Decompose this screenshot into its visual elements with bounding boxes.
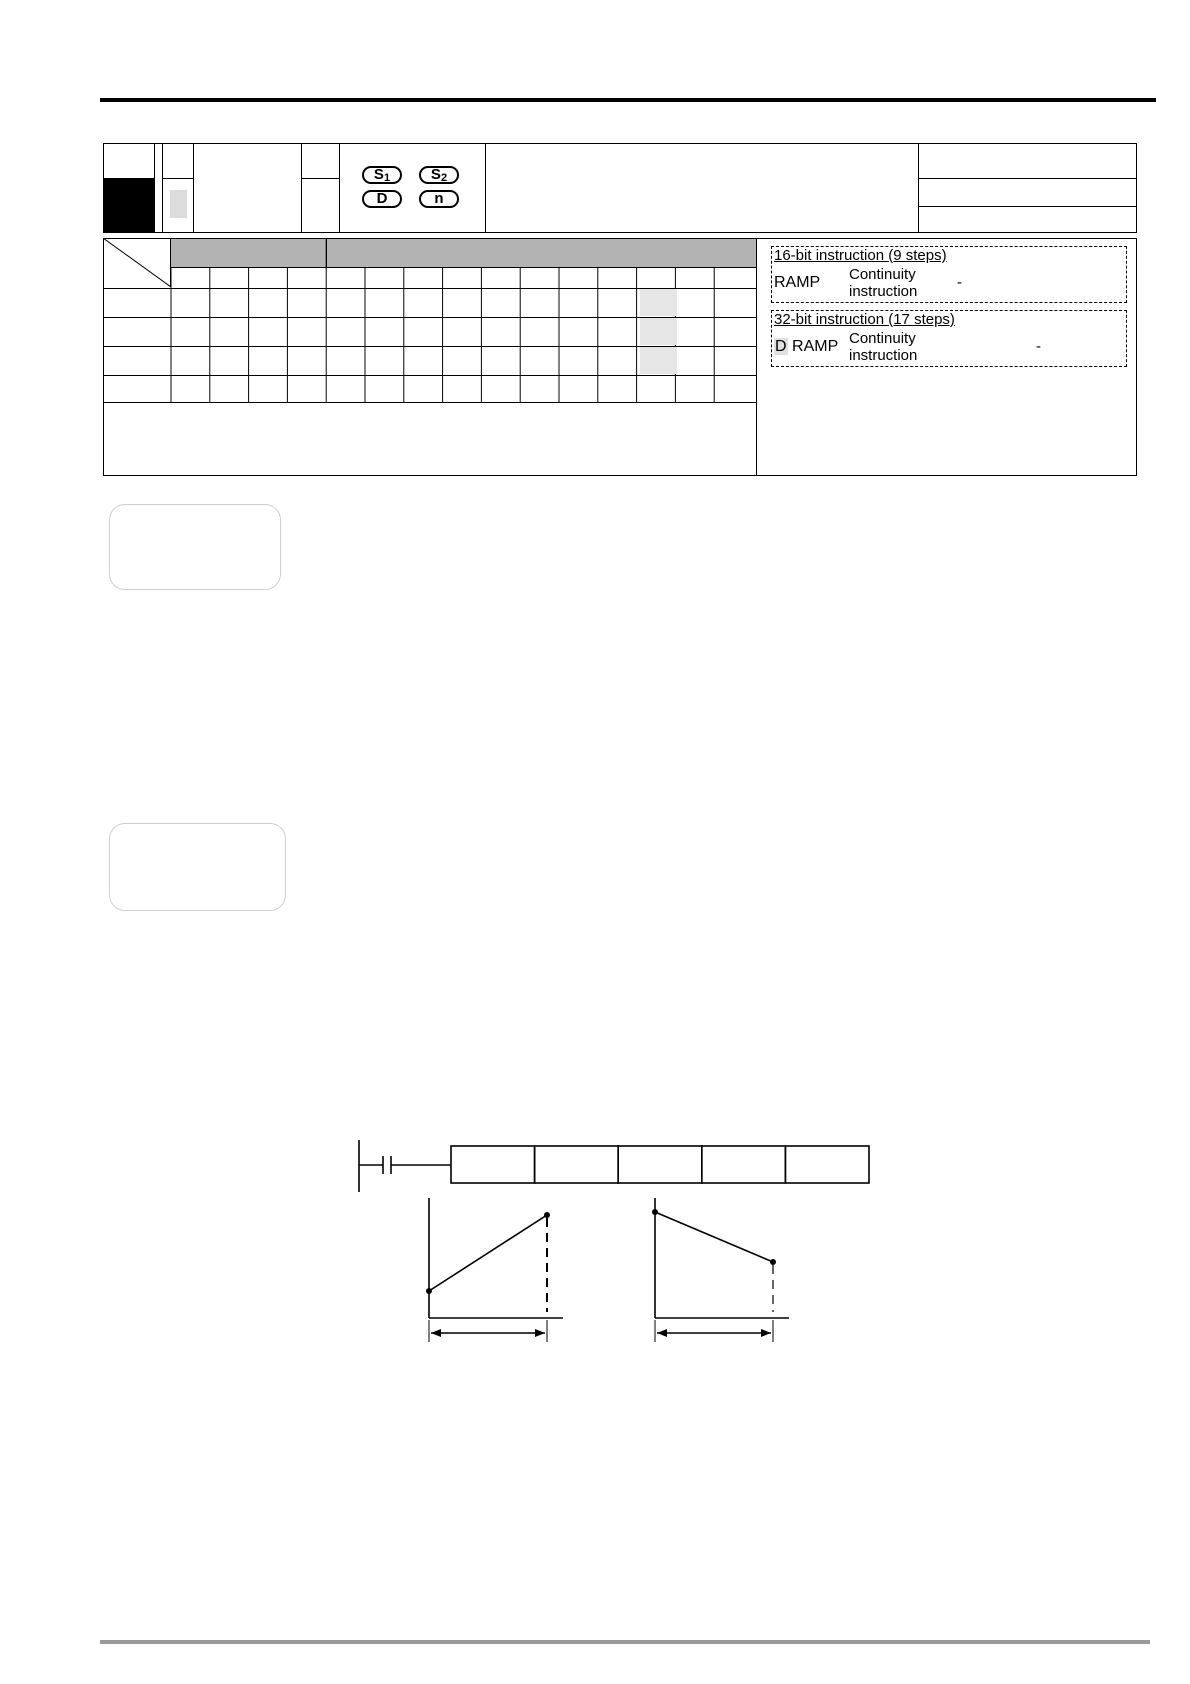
operand-s1: $S_1$ bbox=[362, 166, 402, 184]
controller-divider-2 bbox=[919, 206, 1137, 207]
pulse-cell bbox=[302, 143, 340, 233]
footer-rule bbox=[100, 1640, 1150, 1644]
instruction-16bit-type: Continuity instruction bbox=[849, 266, 918, 300]
pulse-divider bbox=[302, 178, 340, 179]
ladder-instruction-row bbox=[451, 1146, 869, 1183]
mnemonic-cell bbox=[194, 143, 302, 233]
header-rule bbox=[100, 98, 1156, 102]
instruction-16bit-dash: - bbox=[957, 274, 962, 291]
instruction-32bit-title: 32-bit instruction (17 steps) bbox=[774, 311, 955, 328]
explanations-box bbox=[109, 504, 281, 590]
ladder-operand-box bbox=[535, 1146, 619, 1183]
ramp-up-graph bbox=[426, 1198, 563, 1342]
operand-d: D bbox=[362, 190, 402, 208]
mnemonic-prefix-shade bbox=[170, 190, 187, 218]
instruction-32bit-box bbox=[771, 310, 1127, 367]
disabled-cell-s1 bbox=[640, 289, 677, 316]
disabled-cell-s2 bbox=[640, 318, 677, 345]
api-number-fill bbox=[103, 178, 155, 233]
instruction-32bit-mnemonic: RAMP bbox=[787, 338, 839, 355]
mnemonic-prefix-divider bbox=[162, 178, 194, 179]
operand-n: n bbox=[419, 190, 459, 208]
ladder-operand-box bbox=[451, 1146, 535, 1183]
function-cell bbox=[485, 143, 919, 233]
ladder-operand-box bbox=[702, 1146, 786, 1183]
instruction-16bit-box bbox=[771, 246, 1127, 303]
mnemonic-prefix-cell bbox=[162, 143, 194, 233]
instruction-32bit-name bbox=[774, 338, 838, 356]
instruction-32bit-dash: - bbox=[1036, 338, 1041, 355]
operand-s2: $S_2$ bbox=[419, 166, 459, 184]
instruction-32bit-prefix: D bbox=[775, 338, 787, 355]
instruction-32bit-type: Continuity instruction bbox=[849, 330, 918, 364]
controller-divider-1 bbox=[919, 178, 1137, 179]
ladder-operand-box bbox=[785, 1146, 869, 1183]
instruction-16bit-name: RAMP bbox=[774, 274, 821, 291]
ladder-operand-box bbox=[618, 1146, 702, 1183]
mnemonic-prefix-dashes bbox=[162, 179, 164, 233]
ramp-diagram bbox=[350, 1132, 880, 1352]
instruction-16bit-title: 16-bit instruction (9 steps) bbox=[774, 247, 947, 264]
ramp-up-line bbox=[429, 1215, 547, 1291]
ramp-down-graph bbox=[652, 1198, 789, 1342]
ramp-down-line bbox=[655, 1212, 773, 1262]
disabled-cell-d bbox=[640, 347, 677, 374]
program-example-box bbox=[109, 823, 286, 911]
